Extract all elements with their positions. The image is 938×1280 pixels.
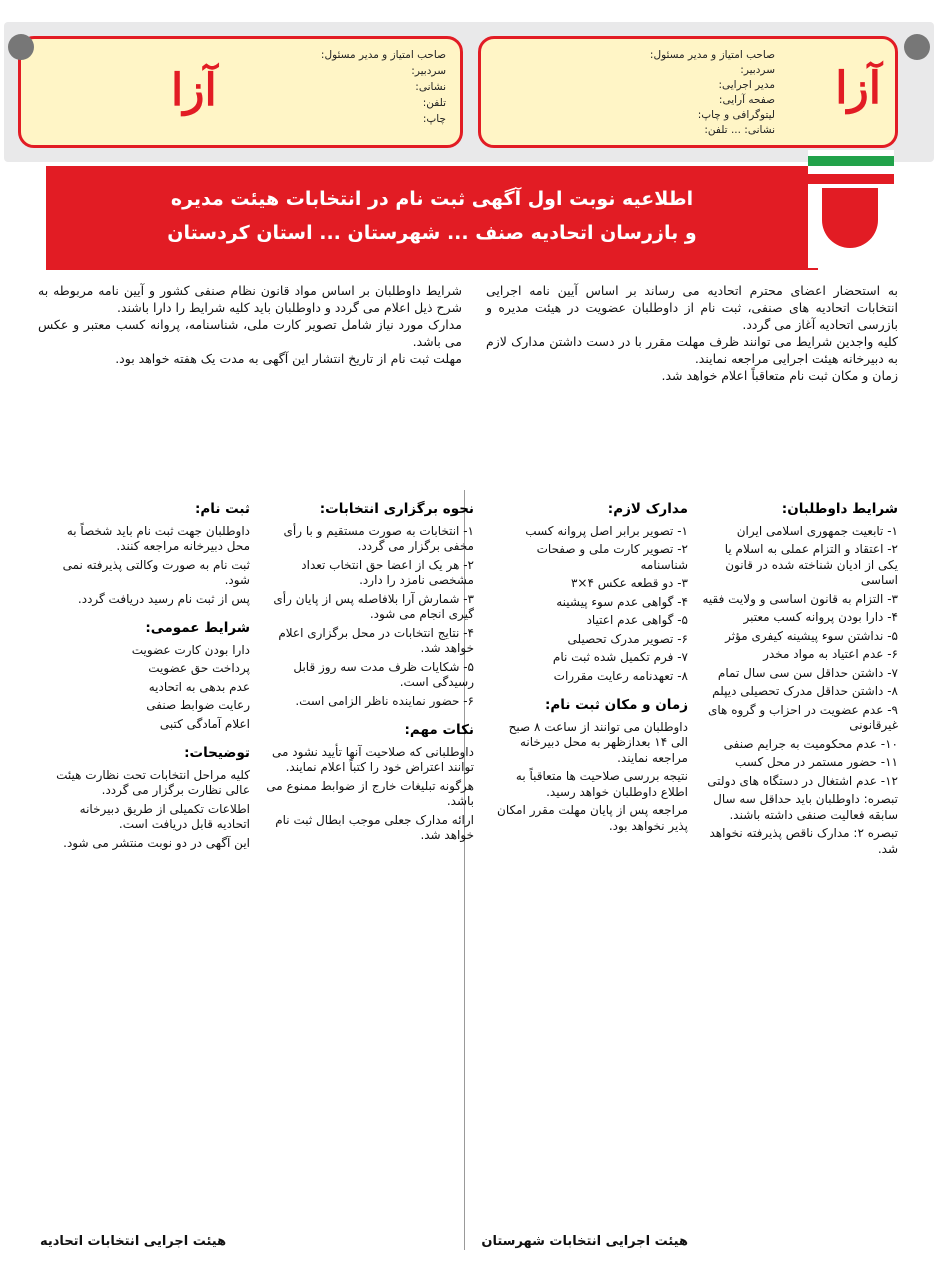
flag-icon — [808, 156, 894, 166]
list-item: ۱۰- عدم محکومیت به جرایم صنفی — [723, 736, 898, 751]
list-item: ۱- تابعیت جمهوری اسلامی ایران — [736, 523, 898, 538]
section-title: نکات مهم: — [404, 722, 474, 738]
section-title: مدارک لازم: — [607, 501, 688, 517]
column-middle-right — [490, 500, 688, 837]
section-title: شرایط داوطلبان: — [781, 501, 898, 517]
list-item: ۳- التزام به قانون اساسی و ولایت فقیه — [702, 591, 898, 606]
list-item: ۶- عدم اعتیاد به مواد مخدر — [763, 647, 898, 661]
list-item: نتیجه بررسی صلاحیت ها متعاقباً به اطلاع داوطلبان خواهد رسید. — [515, 769, 688, 799]
list-item: ۸- تعهدنامه رعایت مقررات — [553, 668, 688, 683]
headline-line: و بازرسان اتحادیه صنف ... شهرستان ... استان کردستان — [167, 222, 697, 244]
list-item: ۷- فرم تکمیل شده ثبت نام — [552, 650, 688, 664]
masthead-left-panel — [18, 36, 463, 148]
list-item: ثبت نام به صورت وکالتی پذیرفته نمی شود. — [62, 557, 250, 587]
section-title: زمان و مکان ثبت نام: — [544, 697, 688, 713]
section-title: شرایط عمومی: — [145, 620, 250, 636]
list-item: ۸- داشتن حداقل مدرک تحصیلی دیپلم — [712, 684, 898, 698]
masthead-info-line: مدیر اجرایی: — [718, 79, 775, 91]
emblem — [808, 150, 894, 268]
section-title: نحوه برگزاری انتخابات: — [319, 501, 474, 517]
list-item: پرداخت حق عضویت — [148, 661, 250, 675]
masthead-info-line: صاحب امتیاز و مدیر مسئول: — [320, 49, 446, 61]
masthead-info-line: چاپ: — [422, 113, 446, 125]
footer-signature: هیئت اجرایی انتخابات اتحادیه — [40, 1234, 227, 1249]
list-item: مراجعه پس از پایان مهلت مقرر امکان پذیر نخواهد بود. — [497, 803, 688, 833]
list-item: رعایت ضوابط صنفی — [146, 698, 250, 712]
list-item: این آگهی در دو نوبت منتشر می شود. — [63, 835, 250, 850]
intro-right — [486, 282, 898, 384]
list-item: ۱۱- حضور مستمر در محل کسب — [734, 755, 898, 769]
masthead-info-line: صاحب امتیاز و مدیر مسئول: — [649, 49, 775, 61]
list-item: ۱۲- عدم اشتغال در دستگاه های دولتی — [707, 773, 898, 788]
list-item: اطلاعات تکمیلی از طریق دبیرخانه اتحادیه قابل دریافت است. — [79, 801, 250, 831]
list-item: ۴- گواهی عدم سوء پیشینه — [556, 594, 688, 609]
list-item: ۴- دارا بودن پروانه کسب معتبر — [743, 610, 898, 624]
list-item: تبصره: داوطلبان باید حداقل سه سال سابقه فعالیت صنفی داشته باشند. — [713, 792, 898, 822]
corner-circle-icon — [8, 34, 34, 60]
intro-paragraph: مهلت ثبت نام از تاریخ انتشار این آگهی به مدت یک هفته خواهد بود. — [115, 351, 462, 366]
list-item: تبصره ۲: مدارک ناقص پذیرفته نخواهد شد. — [709, 826, 898, 856]
list-item: ۹- عدم عضویت در احزاب و گروه های غیرقانونی — [708, 702, 898, 732]
list-item: داوطلبان جهت ثبت نام باید شخصاً به محل دبیرخانه مراجعه کنند. — [66, 523, 250, 553]
intro-paragraph: به استحضار اعضای محترم اتحادیه می رساند بر اساس آیین نامه اجرایی انتخابات اتحادیه های صنفی، ثبت نام از داوطلبان عضویت در هیئت مدیره و بازرسی اتحادیه آغاز می گردد. — [486, 283, 898, 332]
headline-banner — [46, 166, 818, 270]
list-item: اعلام آمادگی کتبی — [159, 716, 250, 731]
masthead-info-line: سردبیر: — [411, 65, 446, 77]
list-item: ۵- نداشتن سوء پیشینه کیفری مؤثر — [725, 628, 898, 643]
list-item: ۶- تصویر مدرک تحصیلی — [567, 631, 688, 646]
list-item: ۲- تصویر کارت ملی و صفحات شناسنامه — [536, 542, 688, 572]
list-item: هرگونه تبلیغات خارج از ضوابط ممنوع می باشد. — [266, 778, 474, 808]
list-item: ۳- شمارش آرا بلافاصله پس از پایان رأی گیری انجام می شود. — [273, 591, 474, 621]
intro-paragraph: کلیه واجدین شرایط می توانند ظرف مهلت مقرر با در دست داشتن مدارک لازم به دبیرخانه هیئت اجرایی مراجعه نمایند. — [486, 334, 898, 366]
list-item: ۶- حضور نماینده ناظر الزامی است. — [295, 693, 474, 708]
masthead-info-line: لیتوگرافی و چاپ: — [697, 109, 775, 121]
list-item: داوطلبانی که صلاحیت آنها تأیید نشود می توانند اعتراض خود را کتباً اعلام نمایند. — [272, 744, 474, 774]
list-item: داوطلبان می توانند از ساعت ۸ صبح الی ۱۴ بعدازظهر به محل دبیرخانه مراجعه نمایند. — [508, 719, 688, 765]
list-item: دارا بودن کارت عضویت — [131, 642, 250, 657]
list-item: ۲- هر یک از اعضا حق انتخاب تعداد مشخصی نامزد را دارد. — [301, 557, 474, 587]
column-middle-left — [260, 500, 474, 847]
masthead-info-line: تلفن: — [422, 97, 446, 109]
section-title: توضیحات: — [184, 745, 250, 761]
corner-circle-icon — [904, 34, 930, 60]
list-item: پس از ثبت نام رسید دریافت گردد. — [77, 591, 250, 606]
list-item: ۱- انتخابات به صورت مستقیم و با رأی مخفی برگزار می گردد. — [283, 523, 474, 553]
intro-paragraph: زمان و مکان ثبت نام متعاقباً اعلام خواهد شد. — [661, 368, 898, 383]
masthead-info-line: نشانی: — [415, 81, 446, 93]
list-item: ارائه مدارک جعلی موجب ابطال ثبت نام خواهد شد. — [275, 812, 474, 842]
newspaper-logo: آزا — [171, 65, 217, 116]
footer-signature: هیئت اجرایی انتخابات شهرستان — [481, 1234, 688, 1249]
list-item: عدم بدهی به اتحادیه — [148, 679, 250, 694]
intro-paragraph: شرایط داوطلبان بر اساس مواد قانون نظام صنفی کشور و آیین نامه مربوطه به شرح ذیل اعلام می گردد و داوطلبان باید کلیه شرایط را دارا باشند. — [38, 283, 462, 315]
list-item: ۱- تصویر برابر اصل پروانه کسب — [525, 523, 688, 538]
masthead-info-line: نشانی: ... تلفن: — [704, 124, 775, 136]
list-item: ۷- داشتن حداقل سن سی سال تمام — [717, 665, 898, 680]
list-item: ۴- نتایج انتخابات در محل برگزاری اعلام خواهد شد. — [278, 625, 474, 655]
masthead-info-line: سردبیر: — [740, 64, 775, 76]
seal-icon — [822, 188, 878, 248]
newspaper-logo: آزا — [835, 63, 881, 114]
list-item: ۵- گواهی عدم اعتیاد — [586, 613, 688, 627]
section-title: ثبت نام: — [194, 501, 250, 517]
column-right — [702, 500, 898, 860]
headline-line: اطلاعیه نوبت اول آگهی ثبت نام در انتخابات هیئت مدیره — [170, 188, 694, 210]
list-item: ۲- اعتقاد و التزام عملی به اسلام یا یکی از ادیان شناخته شده در قانون اساسی — [724, 542, 898, 587]
column-left — [48, 500, 250, 854]
masthead-info-line: صفحه آرایی: — [718, 94, 775, 106]
list-item: ۳- دو قطعه عکس ۴×۳ — [570, 576, 688, 590]
intro-left — [38, 282, 462, 367]
masthead-right-panel — [478, 36, 898, 148]
list-item: ۵- شکایات ظرف مدت سه روز قابل رسیدگی است. — [293, 659, 474, 689]
intro-paragraph: مدارک مورد نیاز شامل تصویر کارت ملی، شناسنامه، پروانه کسب معتبر و عکس می باشد. — [38, 317, 462, 349]
list-item: کلیه مراحل انتخابات تحت نظارت هیئت عالی نظارت برگزار می گردد. — [56, 767, 250, 797]
